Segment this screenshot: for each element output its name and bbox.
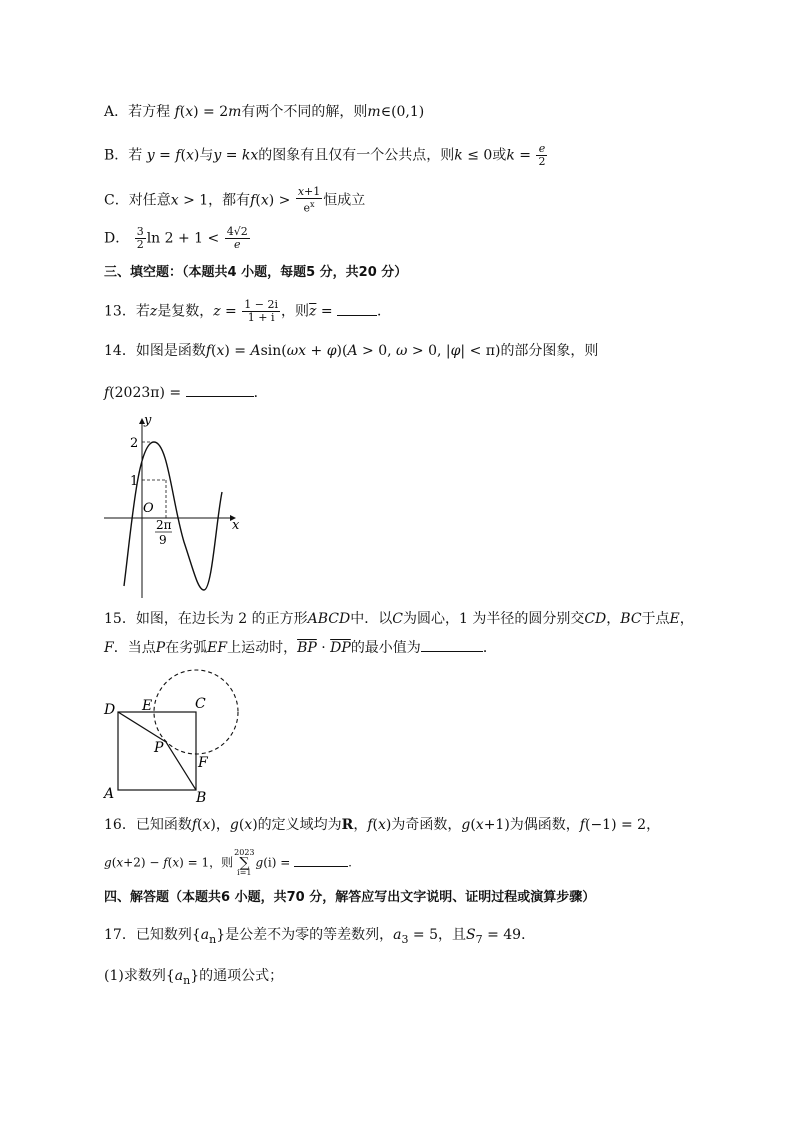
x-axis-label: x <box>232 518 240 533</box>
option-d-fraction1: $\frac{3}{2}$ <box>136 225 144 251</box>
q13-fraction: $\frac{1 - 2i}{1 + i}$ <box>244 298 278 324</box>
q16-summation: 2023 ∑ i=1 <box>234 848 255 877</box>
section-3-title: 三、填空题：（本题共4 小题，每题5 分，共20 分） <box>104 265 408 280</box>
label-c: C <box>195 696 206 712</box>
sine-curve <box>124 442 222 590</box>
q15-text8: 在劣弧 <box>165 640 208 656</box>
q15-text2: 中．以 <box>350 611 393 627</box>
q17-number: 17． <box>104 927 136 943</box>
option-b: B．若 y = f(x)与y = kx的图象有且仅有一个公共点，则k ≤ 0或k = $\frac{e}{2}$ <box>104 142 546 168</box>
x-tick-denominator: 9 <box>159 533 167 547</box>
q17-text4: ． <box>521 927 536 943</box>
option-a-text: 若方程 <box>128 104 171 120</box>
label-a: A <box>104 786 115 802</box>
y-axis-label: y <box>144 413 152 428</box>
question-14 <box>104 341 598 361</box>
origin-label: O <box>143 501 154 516</box>
q14-formula: f(x) = Asin(ωx + φ)(A > 0, ω > 0, |φ| < π) <box>205 343 501 359</box>
q17-text2: 是公差不为零的等差数列， <box>225 927 394 943</box>
label-e: E <box>142 698 153 714</box>
q15-text7: ．当点 <box>113 640 156 656</box>
q15-text1: 如图，在边长为 2 的正方形 <box>135 611 308 627</box>
q16-text2: ， <box>215 817 230 833</box>
option-b-fraction: $\frac{e}{2}$ <box>538 142 546 168</box>
q17-part1-text2: 的通项公式； <box>199 968 284 984</box>
section-4-title: 四、解答题（本题共6 小题，共70 分，解答应写出文字说明、证明过程或演算步骤） <box>104 890 596 905</box>
q16-text3: 的定义域均为 <box>257 817 342 833</box>
option-b-formula1: y = f(x) <box>146 147 200 164</box>
option-b-text3: 的图象有且仅有一个公共点，则 <box>258 147 455 164</box>
q15-text4: ， <box>606 611 621 627</box>
option-a-formula: f(x) = 2m <box>174 104 242 120</box>
q16-text4: ， <box>353 817 368 833</box>
option-c-text2: ，都有 <box>208 192 251 209</box>
q15-text9: 上运动时， <box>227 640 298 656</box>
q16-text7: ， <box>646 817 661 833</box>
q13-answer-blank[interactable] <box>337 303 377 316</box>
q17-part1-number: (1) <box>104 968 124 984</box>
q15-text5: 于点 <box>641 611 670 627</box>
question-15: 15．如图，在边长为 2 的正方形ABCD中．以C为圆心，1 为半径的圆分别交CD，BC于点E， <box>104 611 694 627</box>
option-d-fraction2: $\frac{4√2}{e}$ <box>226 225 248 251</box>
option-c-fraction: $\frac{x+1}{e^x}$ <box>297 185 321 215</box>
tick-2-label: 2 <box>130 436 139 451</box>
q13-text2: 是复数， <box>157 303 214 320</box>
q15-number: 15． <box>104 611 136 627</box>
q15-text6: ， <box>679 611 694 627</box>
question-17: 17．已知数列$\{a_n\}$是公差不为零的等差数列，$a_3 = 5$，且$S_7 = 49$． <box>104 927 536 946</box>
label-d: D <box>104 702 116 718</box>
option-a-label: A． <box>104 104 129 120</box>
q15-answer-blank[interactable] <box>421 639 483 652</box>
q15-text3: 为圆心，1 为半径的圆分别交 <box>402 611 585 627</box>
option-c-text1: 对任意 <box>128 192 171 209</box>
q13-text3: ，则 <box>280 303 309 320</box>
q16-number: 16． <box>104 817 136 833</box>
q14-text1: 如图是函数 <box>135 343 206 359</box>
q17-part1-text1: 求数列 <box>123 968 166 984</box>
q15-square-figure <box>100 664 250 806</box>
q14-answer-blank[interactable] <box>186 384 254 397</box>
option-c-text3: 恒成立 <box>323 192 366 209</box>
question-16-line2: g(x+2) − f(x) = 1，则2023 ∑ i=1g(i) = . <box>104 848 352 877</box>
option-b-label: B． <box>104 147 129 164</box>
q14-sine-graph <box>100 412 250 600</box>
label-p: P <box>154 740 164 756</box>
option-c: C．对任意x > 1，都有f(x) > $\frac{x+1}{e^x}$ 恒成立 <box>104 185 366 215</box>
segment-dp <box>118 712 166 742</box>
option-a-text2: 有两个不同的解，则 <box>241 104 368 120</box>
option-d-label: D． <box>104 230 130 247</box>
q16-text5: 为奇函数， <box>391 817 462 833</box>
q16-text1: 已知函数 <box>135 817 192 833</box>
q14-text2: 的部分图象，则 <box>500 343 599 359</box>
option-c-label: C． <box>104 192 129 209</box>
label-b: B <box>196 790 207 806</box>
q17-text3: ，且 <box>438 927 467 943</box>
q14-number: 14． <box>104 343 136 359</box>
q15-vector-product: $\overline{BP} \cdot \overline{DP}$ <box>297 640 351 656</box>
option-b-text1: 若 <box>128 147 143 164</box>
option-a: A．若方程 f(x) = 2m有两个不同的解，则m∈(0,1) <box>104 104 425 120</box>
segment-pb <box>166 742 196 790</box>
q13-number: 13． <box>104 303 136 320</box>
question-17-part1: (1)求数列$\{a_n\}$的通项公式； <box>104 968 284 987</box>
question-13: 13．若z是复数，z = $\frac{1 - 2i}{1 + i}$ ，则$\overline{z}$ = ． <box>104 298 392 324</box>
q13-text1: 若 <box>135 303 150 320</box>
question-15-line2: F．当点P在劣弧EF上运动时，$\overline{BP} \cdot \overline{DP}$的最小值为 ． <box>104 640 497 656</box>
q16-text6: 为偶函数， <box>509 817 580 833</box>
question-14-answer: f(2023π) = ． <box>104 385 268 401</box>
tick-1-label: 1 <box>130 474 139 489</box>
option-b-text2: 与 <box>199 147 214 164</box>
x-tick-numerator: 2π <box>156 518 172 532</box>
q17-text1: 已知数列 <box>135 927 192 943</box>
label-f: F <box>198 755 208 771</box>
option-b-text4: 或 <box>492 147 507 164</box>
question-16: 16．已知函数f(x)，g(x)的定义域均为R，f(x)为奇函数，g(x+1)为偶函数，f(−1) = 2， <box>104 817 661 833</box>
q15-text10: 的最小值为 <box>350 640 421 656</box>
option-d: D． $\frac{3}{2}$ ln 2 + 1 < $\frac{4√2}{e}$ <box>104 225 248 251</box>
q16-answer-blank[interactable] <box>294 854 348 867</box>
q16-text8: ，则 <box>209 855 234 870</box>
